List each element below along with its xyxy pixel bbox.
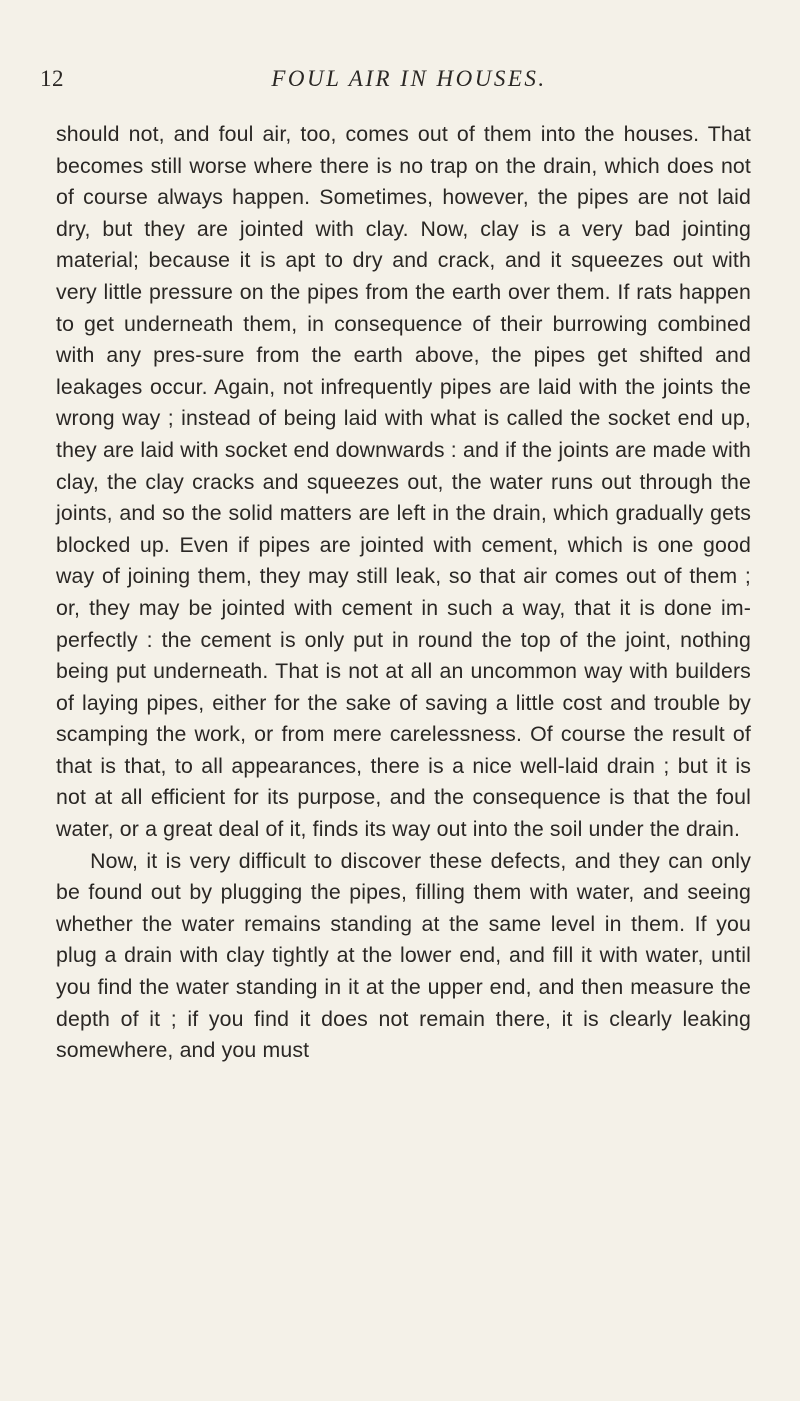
running-title: FOUL AIR IN HOUSES.: [271, 66, 547, 91]
paragraph-1: should not, and foul air, too, comes out of them into the houses. That becomes still worse where there is no trap on the drain, which does not of course always happen. Sometimes, however, the pipes are not laid dry, but they are jointed with clay. Now, clay is a very bad jointing material; because it is apt to dry and crack, and it squeezes out with very little pressure on the pipes from the earth over them. If rats happen to get underneath them, in consequence of their burrowing combined with any pres-sure from the earth above, the pipes get shifted and leakages occur. Again, not infrequently pipes are laid with the joints the wrong way ; instead of being laid with what is called the socket end up, they are laid with socket end downwards : and if the joints are made with clay, the clay cracks and squeezes out, the water runs out through the joints, and so the solid matters are left in the drain, which gradually gets blocked up. Even if pipes are jointed with cement, which is one good way of joining them, they may still leak, so that air comes out of them ; or, they may be jointed with cement in such a way, that it is done im-perfectly : the cement is only put in round the top of the joint, nothing being put underneath. That is not at all an uncommon way with builders of laying pipes, either for the sake of saving a little cost and trouble by scamping the work, or from mere carelessness. Of course the result of that is that, to all appearances, there is a nice well-laid drain ; but it is not at all efficient for its purpose, and the consequence is that the foul water, or a great deal of it, finds its way out into the soil under the drain.: [56, 122, 751, 842]
paragraph-2: Now, it is very difficult to discover these defects, and they can only be found out by plugging the pipes, filling them with water, and seeing whether the water remains standing at the same level in them. If you plug a drain with clay tightly at the lower end, and fill it with water, until you find the water standing in it at the upper end, and then measure the depth of it ; if you find it does not remain there, it is clearly leaking somewhere, and you must: [56, 848, 751, 1063]
body-text: [56, 119, 751, 1067]
page-number: 12: [40, 66, 64, 91]
page-header: [40, 66, 760, 106]
